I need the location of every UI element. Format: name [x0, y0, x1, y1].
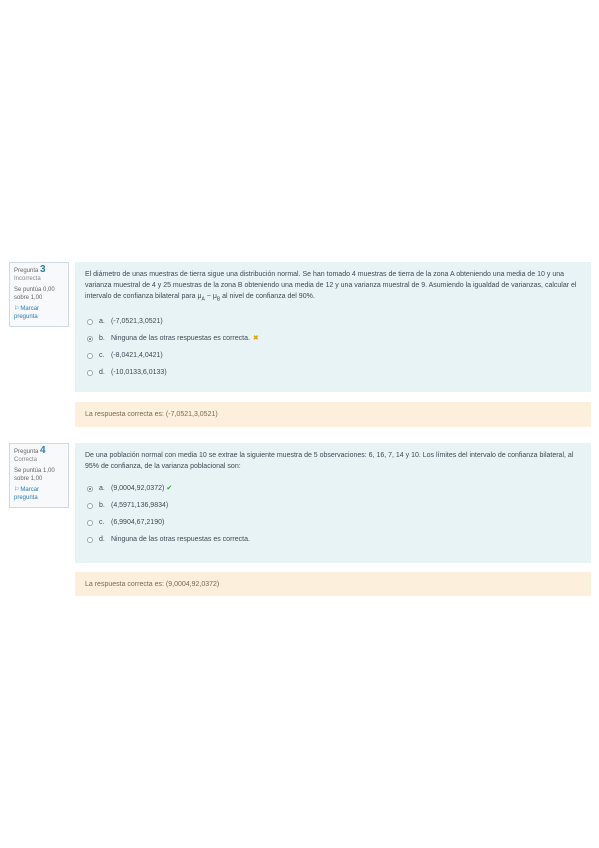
question-text-part2: al nivel de confianza del 90%.	[220, 293, 315, 300]
question-number-value: 4	[40, 445, 46, 456]
option-text: (6,9904,67,2190)	[111, 519, 165, 526]
radio-button-selected[interactable]	[87, 486, 93, 492]
question-text-part1: El diámetro de unas muestras de tierra sigue una distribución normal. Se han tomado 4 muestras de tierra de la zona A obteniendo una media de 10 y una varianza muestral de 4 y 25 muestras de la zona B obteniendo una media de 12 y una varianza muestral de 9. Asumiendo la igualdad de varianzas, calcular el intervalo de confianza bilateral para μ	[85, 271, 577, 300]
radio-button-selected[interactable]	[87, 336, 93, 342]
question-number-value: 3	[40, 264, 46, 275]
option-text: (-8,0421,4,0421)	[111, 352, 163, 360]
subscript-a: A	[201, 296, 205, 303]
question-state: Incorrecta	[14, 276, 41, 282]
option-b[interactable]	[85, 497, 581, 514]
option-letter: a.	[99, 318, 105, 326]
question-3-feedback	[75, 402, 591, 427]
option-letter: c.	[99, 519, 105, 526]
question-state: Correcta	[14, 457, 38, 463]
option-letter: a.	[99, 485, 105, 492]
radio-button[interactable]	[87, 353, 93, 359]
flag-label: Marcar pregunta	[14, 487, 40, 501]
question-text: De una población normal con media 10 se extrae la siguiente muestra de 5 observaciones: 6, 16, 7, 14 y 10. Los límites del intervalo de confianza bilateral, al 95% de confianza, de la varianza poblacional son:	[85, 452, 574, 470]
option-b[interactable]	[85, 330, 581, 347]
option-d[interactable]	[85, 364, 581, 381]
option-text: (-10,0133,6,0133)	[111, 369, 167, 377]
question-label: Pregunta	[14, 268, 39, 274]
question-4-feedback	[75, 572, 591, 596]
question-3-info	[9, 262, 69, 327]
option-text: (4,5971,136,9834)	[111, 502, 169, 509]
question-grade: Se puntúa 1,00 sobre 1,00	[14, 468, 55, 482]
option-letter: c.	[99, 352, 105, 360]
option-letter: d.	[99, 536, 105, 543]
radio-button[interactable]	[87, 319, 93, 325]
flag-question-link[interactable]	[14, 486, 64, 502]
option-text: (9,0004,92,0372)	[111, 485, 165, 492]
radio-button[interactable]	[87, 503, 93, 509]
option-letter: d.	[99, 369, 105, 377]
flag-label: Marcar pregunta	[14, 306, 40, 320]
option-text: (-7,0521,3,0521)	[111, 318, 163, 326]
question-4-info	[9, 443, 69, 508]
flag-question-link[interactable]	[14, 305, 64, 321]
correct-answer-text: La respuesta correcta es: (9,0004,92,0372)	[85, 580, 220, 588]
radio-button[interactable]	[87, 520, 93, 526]
correct-answer-text: La respuesta correcta es: (-7,0521,3,0521)	[85, 411, 218, 418]
flag-icon: ⚐	[14, 306, 20, 312]
option-letter: b.	[99, 335, 105, 343]
option-c[interactable]	[85, 514, 581, 531]
question-grade: Se puntúa 0,00 sobre 1,00	[14, 287, 55, 301]
question-number	[14, 266, 64, 275]
question-text	[85, 269, 581, 305]
question-label: Pregunta	[14, 449, 39, 455]
check-mark-icon: ✔	[166, 485, 173, 492]
minus-mu: − μ	[204, 293, 217, 300]
option-a[interactable]	[85, 313, 581, 330]
flag-icon: ⚐	[14, 487, 20, 493]
wrong-mark-icon: ✖	[252, 335, 259, 343]
option-d[interactable]	[85, 531, 581, 548]
option-a[interactable]	[85, 480, 581, 497]
question-4-content	[75, 443, 591, 563]
option-c[interactable]	[85, 347, 581, 364]
option-text: Ninguna de las otras respuestas es correcta.	[111, 536, 250, 543]
question-number	[14, 447, 64, 456]
option-text: Ninguna de las otras respuestas es correcta.	[111, 335, 250, 343]
question-3-content	[75, 262, 591, 392]
radio-button[interactable]	[87, 370, 93, 376]
radio-button[interactable]	[87, 537, 93, 543]
option-letter: b.	[99, 502, 105, 509]
subscript-b: B	[216, 296, 221, 303]
